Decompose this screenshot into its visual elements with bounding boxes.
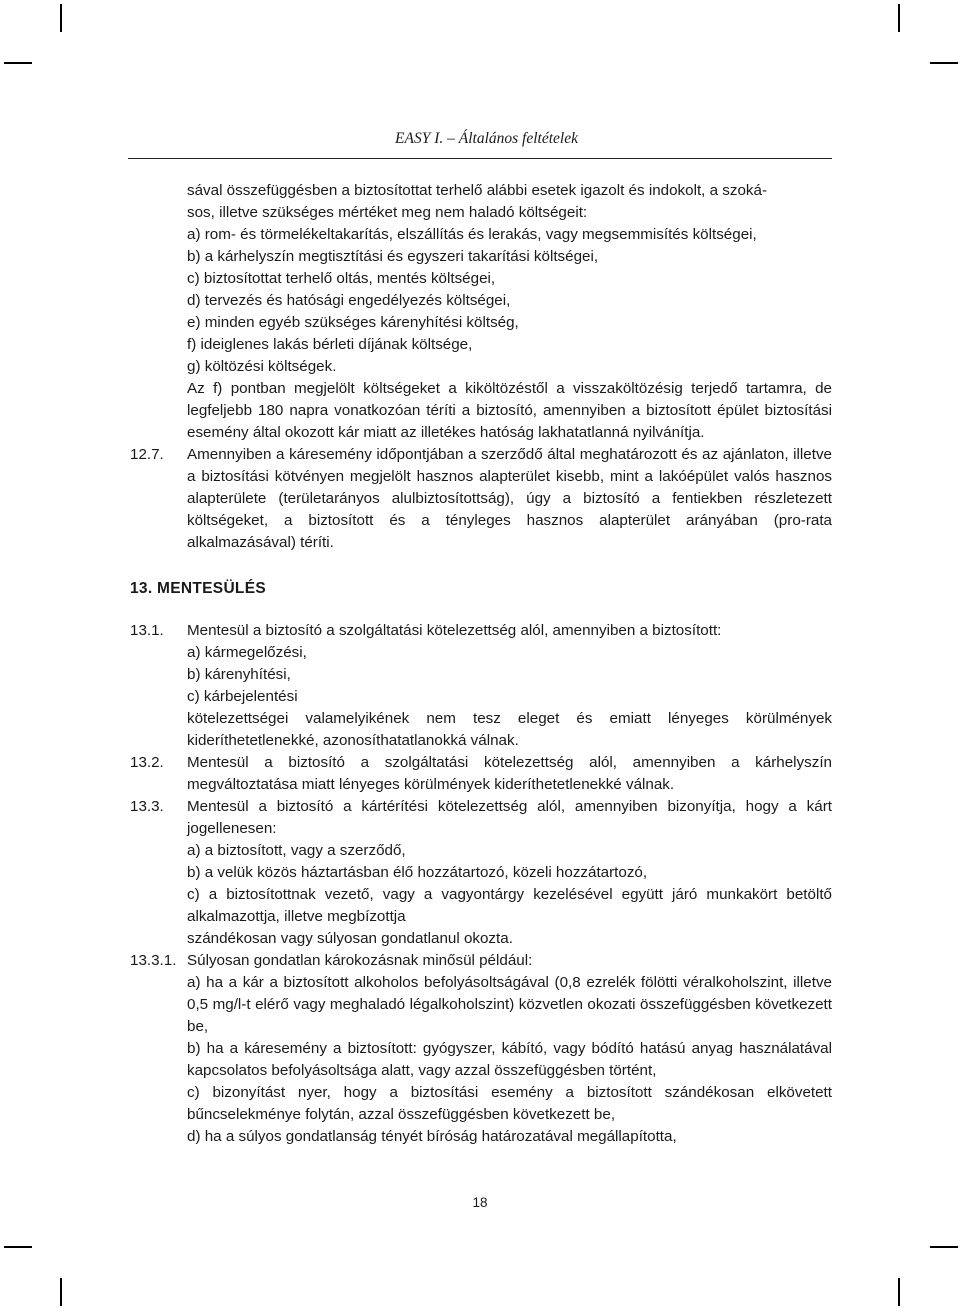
crop-mark — [930, 62, 958, 64]
section-13-3 — [130, 796, 832, 950]
crop-mark — [898, 1278, 900, 1306]
intro-line: a) rom- és törmelékeltakarítás, elszállítás és lerakás, vagy megsemmisítés költségei, — [187, 226, 757, 243]
list-item: c) a biztosítottnak vezető, vagy a vagyontárgy kezelésével együtt járó munkakört betöltő alkalmazottja, illetve megbízottja — [187, 886, 832, 925]
intro-line: f) ideiglenes lakás bérleti díjának költsége, — [187, 336, 473, 353]
intro-list — [130, 180, 832, 378]
crop-mark — [60, 1278, 62, 1306]
section-body — [130, 796, 832, 950]
section-body — [130, 620, 832, 752]
section-closing: szándékosan vagy súlyosan gondatlanul okozta. — [187, 930, 513, 947]
section-number: 13.3. — [130, 798, 164, 815]
page-content — [130, 180, 832, 1148]
list-item: c) bizonyítást nyer, hogy a biztosítási esemény a biztosított szándékosan elkövetett bűncselekménye folytán, azzal összefüggésben következett be, — [187, 1084, 832, 1123]
list-item: a) ha a kár a biztosított alkoholos befolyásoltságával (0,8 ezrelék fölötti véralkoholszint, illetve 0,5 mg/l-t elérő vagy meghaladó légalkoholszint) közvetlen okozati összefüggésben következett be, — [187, 974, 832, 1035]
list-item: b) kárenyhítési, — [187, 666, 291, 683]
list-item: c) kárbejelentési — [187, 688, 298, 705]
section-number: 13.1. — [130, 622, 164, 639]
section-text: Mentesül a biztosító a szolgáltatási kötelezettség alól, amennyiben a biztosított: — [187, 622, 722, 639]
section-13-heading: 13. MENTESÜLÉS — [130, 580, 266, 597]
intro-line: c) biztosítottat terhelő oltás, mentés költségei, — [187, 270, 496, 287]
intro-line: b) a kárhelyszín megtisztítási és egyszeri takarítási költségei, — [187, 248, 599, 265]
crop-mark — [4, 1246, 32, 1248]
section-13-2 — [130, 752, 832, 796]
paragraph-f: Az f) pontban megjelölt költségeket a kiköltözéstől a visszaköltözésig terjedő tartamra, de legfeljebb 180 napra vonatkozóan téríti a biztosító, amennyiben a biztosított épület biztosítási esemény által okozott kár miatt az illetékes hatóság lakhatatlanná nyilvánítja. — [187, 380, 832, 441]
section-closing: kötelezettségei valamelyikének nem tesz eleget és emiatt lényeges körülmények kideríthetetlenekké, azonosíthatatlanokká válnak. — [187, 710, 832, 749]
header-title: EASY I. – Általános feltételek — [395, 130, 578, 147]
section-body — [130, 950, 832, 1148]
section-text: Amennyiben a káresemény időpontjában a szerződő által meghatározott és az ajánlaton, illetve a biztosítási kötvényen megjelölt hasznos alapterület kisebb, mint a lakóépület valós hasznos alapterülete (területarányos alulbiztosítottság), úgy a biztosító a fentiekben részletezett költségeket, a biztosított és a tényleges hasznos alapterület arányában (pro-rata alkalmazásával) téríti. — [187, 446, 832, 551]
section-number: 13.3.1. — [130, 952, 177, 969]
page-number: 18 — [472, 1195, 488, 1210]
list-item: b) ha a káresemény a biztosított: gyógyszer, kábító, vagy bódító hatású anyag használatával kapcsolatos befolyásoltsága alatt, vagy azzal összefüggésben történt, — [187, 1040, 832, 1079]
section-text: Súlyosan gondatlan károkozásnak minősül például: — [187, 952, 533, 969]
list-item: a) a biztosított, vagy a szerződő, — [187, 842, 406, 859]
intro-line: d) tervezés és hatósági engedélyezés költségei, — [187, 292, 511, 309]
section-number: 12.7. — [130, 446, 164, 463]
crop-mark — [930, 1246, 958, 1248]
crop-mark — [4, 62, 32, 64]
section-number: 13.2. — [130, 754, 164, 771]
crop-mark — [898, 4, 900, 32]
running-header — [128, 128, 832, 159]
list-item: b) a velük közös háztartásban élő hozzátartozó, közeli hozzátartozó, — [187, 864, 648, 881]
section-12-7 — [130, 444, 832, 554]
intro-line: sával összefüggésben a biztosítottat terhelő alábbi esetek igazolt és indokolt, a szoká- — [187, 182, 768, 199]
section-13-3-1 — [130, 950, 832, 1148]
list-item: a) kármegelőzési, — [187, 644, 307, 661]
section-13-1 — [130, 620, 832, 752]
crop-mark — [60, 4, 62, 32]
list-item: d) ha a súlyos gondatlanság tényét bíróság határozatával megállapította, — [187, 1128, 677, 1145]
intro-line: g) költözési költségek. — [187, 358, 337, 375]
intro-line: sos, illetve szükséges mértéket meg nem haladó költségeit: — [187, 204, 588, 221]
section-text: Mentesül a biztosító a kártérítési kötelezettség alól, amennyiben bizonyítja, hogy a kárt jogellenesen: — [187, 798, 832, 837]
intro-line: e) minden egyéb szükséges kárenyhítési költség, — [187, 314, 519, 331]
section-text: Mentesül a biztosító a szolgáltatási kötelezettség alól, amennyiben a kárhelyszín megváltoztatása miatt lényeges körülmények kideríthetetlenekké válnak. — [187, 754, 832, 793]
